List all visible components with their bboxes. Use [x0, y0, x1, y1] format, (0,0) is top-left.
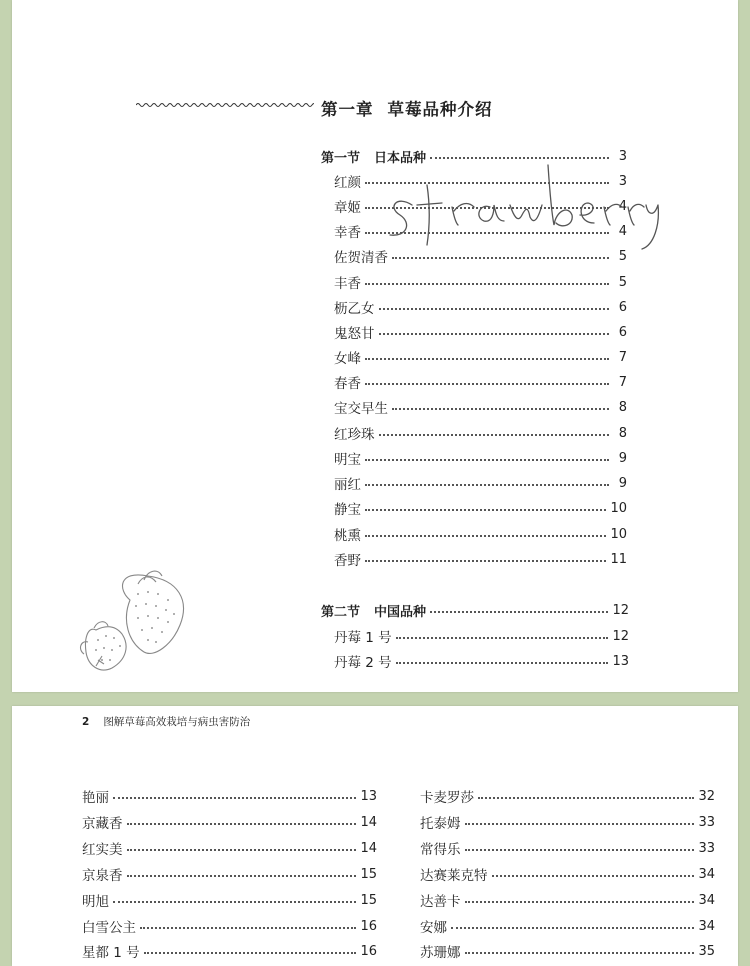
- leader-dots: [379, 308, 610, 310]
- toc-page-top: [12, 0, 738, 692]
- leader-dots: [365, 383, 609, 385]
- entry-name: 达赛莱克特: [420, 868, 488, 884]
- entry-name: 女峰: [334, 351, 361, 367]
- entry-name: 丰香: [334, 276, 361, 292]
- page-number: 32: [698, 788, 715, 804]
- page-number: 34: [698, 918, 715, 934]
- toc-entry[interactable]: [82, 811, 377, 833]
- toc-entry[interactable]: [334, 321, 627, 343]
- leader-dots: [365, 509, 606, 511]
- entry-name: 托泰姆: [420, 816, 461, 832]
- entry-name: 丹莓 1 号: [334, 630, 392, 646]
- entry-name: 红实美: [82, 842, 123, 858]
- running-header: [82, 714, 250, 729]
- leader-dots: [127, 849, 357, 851]
- page-number: 5: [618, 274, 627, 290]
- entry-name: 达善卡: [420, 894, 461, 910]
- page-number: 16: [360, 918, 377, 934]
- entry-name: 鬼怒甘: [334, 326, 375, 342]
- chapter-name: 草莓品种介绍: [387, 100, 493, 119]
- page-number: 11: [610, 551, 627, 567]
- page-number: 33: [698, 814, 715, 830]
- leader-dots: [365, 484, 609, 486]
- toc-entry[interactable]: [420, 811, 715, 833]
- entry-name: 苏珊娜: [420, 945, 461, 961]
- entry-name: 京藏香: [82, 816, 123, 832]
- page-number: 34: [698, 866, 715, 882]
- leader-dots: [392, 408, 609, 410]
- toc-entry[interactable]: [420, 940, 715, 962]
- page-number: 5: [618, 248, 627, 264]
- leader-dots: [396, 637, 609, 639]
- page-number: 8: [618, 399, 627, 415]
- toc-entry[interactable]: [82, 915, 377, 937]
- page-number-header: 2: [82, 716, 90, 728]
- page-number: 7: [618, 349, 627, 365]
- section-label: 第一节 日本品种: [321, 150, 427, 166]
- leader-dots: [451, 927, 694, 929]
- page-number: 14: [360, 840, 377, 856]
- page-number: 8: [618, 425, 627, 441]
- entry-name: 静宝: [334, 502, 361, 518]
- wavy-rule-decoration: [136, 100, 314, 110]
- page-number: 7: [618, 374, 627, 390]
- toc-entry[interactable]: [82, 837, 377, 859]
- page-number: 6: [618, 299, 627, 315]
- page-number: 13: [360, 788, 377, 804]
- entry-name: 枥乙女: [334, 301, 375, 317]
- toc-page-bottom: [12, 706, 738, 966]
- toc-entry[interactable]: [82, 940, 377, 962]
- page-number: 12: [612, 628, 629, 644]
- toc-entry[interactable]: [420, 915, 715, 937]
- leader-dots: [379, 434, 610, 436]
- toc-entry[interactable]: [334, 346, 627, 368]
- page-number: 15: [360, 866, 377, 882]
- toc-entry[interactable]: [82, 785, 377, 807]
- page-number: 13: [612, 653, 629, 669]
- entry-name: 常得乐: [420, 842, 461, 858]
- leader-dots: [430, 611, 608, 613]
- entry-name: 卡麦罗莎: [420, 790, 474, 806]
- page-number: 3: [618, 148, 627, 164]
- entry-name: 明宝: [334, 452, 361, 468]
- page-number: 3: [618, 173, 627, 189]
- page-number: 9: [618, 450, 627, 466]
- entry-name: 丹莓 2 号: [334, 655, 392, 671]
- leader-dots: [379, 333, 610, 335]
- toc-entry[interactable]: [334, 447, 627, 469]
- toc-entry[interactable]: [334, 472, 627, 494]
- toc-entry[interactable]: [82, 863, 377, 885]
- leader-dots: [140, 927, 356, 929]
- page-number: 15: [360, 892, 377, 908]
- leader-dots: [392, 257, 609, 259]
- leader-dots: [144, 952, 357, 954]
- leader-dots: [478, 797, 694, 799]
- toc-entry[interactable]: [334, 422, 627, 444]
- page-number: 6: [618, 324, 627, 340]
- page-number: 4: [618, 223, 627, 239]
- entry-name: 京泉香: [82, 868, 123, 884]
- page-number: 34: [698, 892, 715, 908]
- leader-dots: [465, 823, 695, 825]
- strawberry-signature-watermark: [372, 145, 662, 255]
- toc-entry[interactable]: [420, 889, 715, 911]
- entry-name: 章姬: [334, 200, 361, 216]
- entry-name: 桃熏: [334, 528, 361, 544]
- entry-name: 香野: [334, 553, 361, 569]
- page-number: 16: [360, 943, 377, 959]
- page-number: 10: [610, 500, 627, 516]
- leader-dots: [113, 901, 356, 903]
- toc-entry[interactable]: [334, 296, 627, 318]
- leader-dots: [365, 560, 606, 562]
- entry-name: 明旭: [82, 894, 109, 910]
- toc-entry[interactable]: [420, 837, 715, 859]
- entry-name: 红珍珠: [334, 427, 375, 443]
- leader-dots: [492, 875, 695, 877]
- toc-entry[interactable]: [420, 863, 715, 885]
- entry-name: 白雪公主: [82, 920, 136, 936]
- chapter-title: [321, 96, 493, 120]
- leader-dots: [365, 358, 609, 360]
- toc-entry[interactable]: [334, 396, 627, 418]
- toc-entry[interactable]: [334, 548, 627, 570]
- leader-dots: [113, 797, 356, 799]
- page-number: 14: [360, 814, 377, 830]
- page-number: 9: [618, 475, 627, 491]
- leader-dots: [365, 535, 606, 537]
- toc-section-china[interactable]: [321, 599, 629, 621]
- toc-entry[interactable]: [334, 497, 627, 519]
- page-number: 35: [698, 943, 715, 959]
- toc-entry[interactable]: [334, 271, 627, 293]
- toc-entry[interactable]: [334, 625, 629, 647]
- page-number: 33: [698, 840, 715, 856]
- leader-dots: [396, 662, 609, 664]
- chapter-number: 第一章: [321, 100, 374, 119]
- section-label: 第二节 中国品种: [321, 604, 427, 620]
- entry-name: 红颜: [334, 175, 361, 191]
- leader-dots: [127, 875, 357, 877]
- leader-dots: [365, 283, 609, 285]
- page-number: 12: [612, 602, 629, 618]
- entry-name: 佐贺清香: [334, 250, 388, 266]
- toc-entry[interactable]: [82, 889, 377, 911]
- page-number: 10: [610, 526, 627, 542]
- toc-entry[interactable]: [334, 523, 627, 545]
- entry-name: 星都 1 号: [82, 945, 140, 961]
- entry-name: 春香: [334, 376, 361, 392]
- toc-entry[interactable]: [334, 650, 629, 672]
- entry-name: 丽红: [334, 477, 361, 493]
- book-title: 图解草莓高效栽培与病虫害防治: [103, 716, 251, 728]
- toc-entry[interactable]: [334, 371, 627, 393]
- page-number: 4: [618, 198, 627, 214]
- toc-entry[interactable]: [420, 785, 715, 807]
- leader-dots: [465, 849, 695, 851]
- entry-name: 艳丽: [82, 790, 109, 806]
- entry-name: 幸香: [334, 225, 361, 241]
- entry-name: 宝交早生: [334, 401, 388, 417]
- leader-dots: [465, 952, 695, 954]
- strawberry-sketch-illustration: [78, 570, 198, 680]
- entry-name: 安娜: [420, 920, 447, 936]
- leader-dots: [465, 901, 695, 903]
- leader-dots: [127, 823, 357, 825]
- leader-dots: [365, 459, 609, 461]
